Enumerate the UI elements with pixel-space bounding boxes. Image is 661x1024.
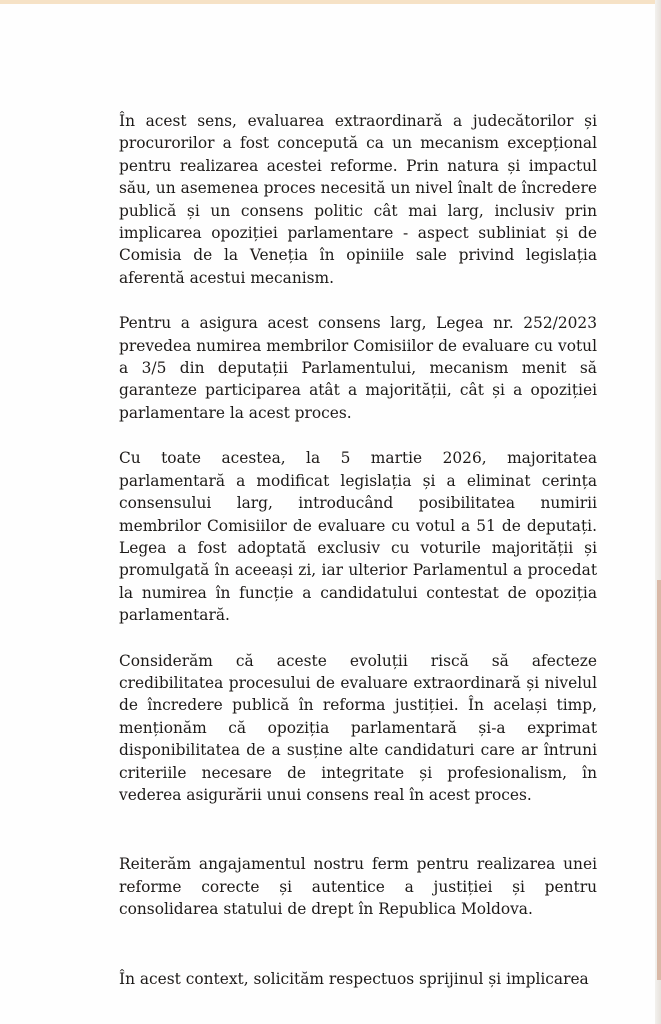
paragraph-3: Cu toate acestea, la 5 martie 2026, majoritatea parlamentară a modificat legislația și a eliminat cerința consensului larg, introducând posibilitatea numirii membrilor Comisiilor de evaluare cu votul a 51 de deputați. Legea a fost adoptată exclusiv cu voturile majorității și promulgată în aceeași zi, iar ulterior Parlamentul a procedat la numirea în funcție a candidatului contestat de opoziția parlamentară. — [119, 449, 597, 625]
paragraph-5: Reiterăm angajamentul nostru ferm pentru realizarea unei reforme corecte și autentice a justiției și pentru consolidarea statului de drept în Republica Moldova. — [119, 855, 597, 919]
paper-top-edge — [0, 0, 661, 4]
paragraph-2: Pentru a asigura acest consens larg, Legea nr. 252/2023 prevedea numirea membrilor Comisiilor de evaluare cu votul a 3/5 din deputații Parlamentului, mecanism menit să garanteze participarea atât a majorității, cât și a opoziției parlamentare la acest proces. — [119, 314, 597, 422]
paragraph-6: În acest context, solicităm respectuos sprijinul și implicarea — [119, 969, 589, 988]
paper-edge-strip — [657, 580, 661, 980]
paragraph-4: Considerăm că aceste evoluții riscă să afecteze credibilitatea procesului de evaluare extraordinară și nivelul de încredere publică în reforma justiției. În același timp, menționăm că opoziția parlamentară și-a exprimat disponibilitatea de a susține alte candidaturi care ar întruni criteriile necesare de integritate și profesionalism, în vederea asigurării unui consens real în acest proces. — [119, 651, 597, 804]
paragraph-1: În acest sens, evaluarea extraordinară a judecătorilor și procurorilor a fost concepută ca un mecanism excepțional pentru realizarea acestei reforme. Prin natura și impactul său, un asemenea proces necesită un nivel înalt de încredere publică și un consens politic cât mai larg, inclusiv prin implicarea opoziției parlamentare - aspect subliniat și de Comisia de la Veneția în opiniile sale privind legislația aferentă acestui mecanism. — [119, 112, 597, 287]
document-body — [119, 110, 597, 1013]
